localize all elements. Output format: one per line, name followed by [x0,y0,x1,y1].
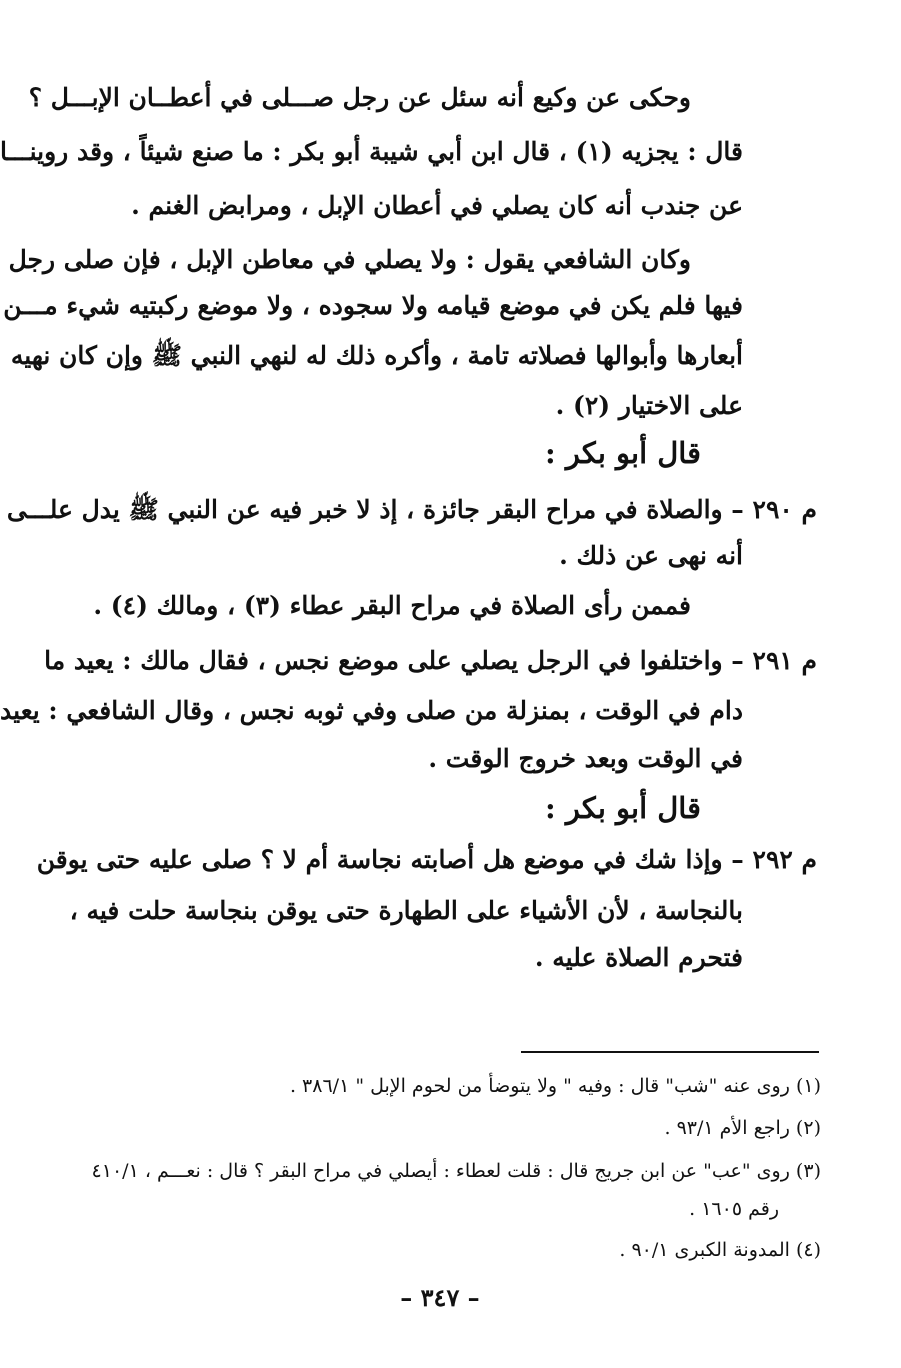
body-line: عن جندب أنه كان يصلي في أعطان الإبل ، ومرابض الغنم . [131,191,743,220]
body-line: فتحرم الصلاة عليه . [534,943,743,972]
footnote: (٣) روى "عب" عن ابن جريج قال : قلت لعطاء : أيصلي في مراح البقر ؟ قال : نعـــم ، ٤١٠/١ [91,1160,821,1182]
body-line: قال : يجزيه (١) ، قال ابن أبي شيبة أبو بكر : ما صنع شيئاً ، وقد روينـــا [0,137,743,166]
page-number: – ٣٤٧ – [400,1283,480,1312]
body-line: أنه نهى عن ذلك . [559,541,743,570]
issue-line: م ٢٩١ – واختلفوا في الرجل يصلي على موضع نجس ، فقال مالك : يعيد ما [44,646,817,675]
footnote-continuation: رقم ١٦٠٥ . [689,1198,779,1220]
body-line: أبعارها وأبوالها فصلاته تامة ، وأكره ذلك له لنهي النبي ﷺ وإن كان نهيه [10,341,743,370]
body-line: وحكى عن وكيع أنه سئل عن رجل صـــلى في أعطــان الإبـــل ؟ [28,83,691,112]
footnote: (٢) راجع الأم ٩٣/١ . [664,1117,821,1139]
issue-line: م ٢٩٠ – والصلاة في مراح البقر جائزة ، إذ لا خبر فيه عن النبي ﷺ يدل علـــى [6,495,817,524]
issue-line: م ٢٩٢ – وإذا شك في موضع هل أصابته نجاسة أم لا ؟ صلى عليه حتى يوقن [36,845,817,874]
body-line: بالنجاسة ، لأن الأشياء على الطهارة حتى يوقن بنجاسة حلت فيه ، [69,896,743,925]
section-heading: قال أبو بكر : [545,436,701,470]
footnote: (١) روى عنه "شب" قال : وفيه " ولا يتوضأ من لحوم الإبل " ٣٨٦/١ . [289,1075,821,1097]
body-line: على الاختيار (٢) . [555,391,743,420]
body-line: فممن رأى الصلاة في مراح البقر عطاء (٣) ، ومالك (٤) . [93,591,691,620]
footnote-divider [521,1051,819,1053]
footnote: (٤) المدونة الكبرى ٩٠/١ . [619,1239,821,1261]
body-line: وكان الشافعي يقول : ولا يصلي في معاطن الإبل ، فإن صلى رجل [8,245,691,274]
body-line: في الوقت وبعد خروج الوقت . [428,744,743,773]
body-line: دام في الوقت ، بمنزلة من صلى وفي ثوبه نجس ، وقال الشافعي : يعيد [0,696,743,725]
body-line: فيها فلم يكن في موضع قيامه ولا سجوده ، ولا موضع ركبتيه شيء مـــن [3,291,743,320]
section-heading: قال أبو بكر : [545,791,701,825]
